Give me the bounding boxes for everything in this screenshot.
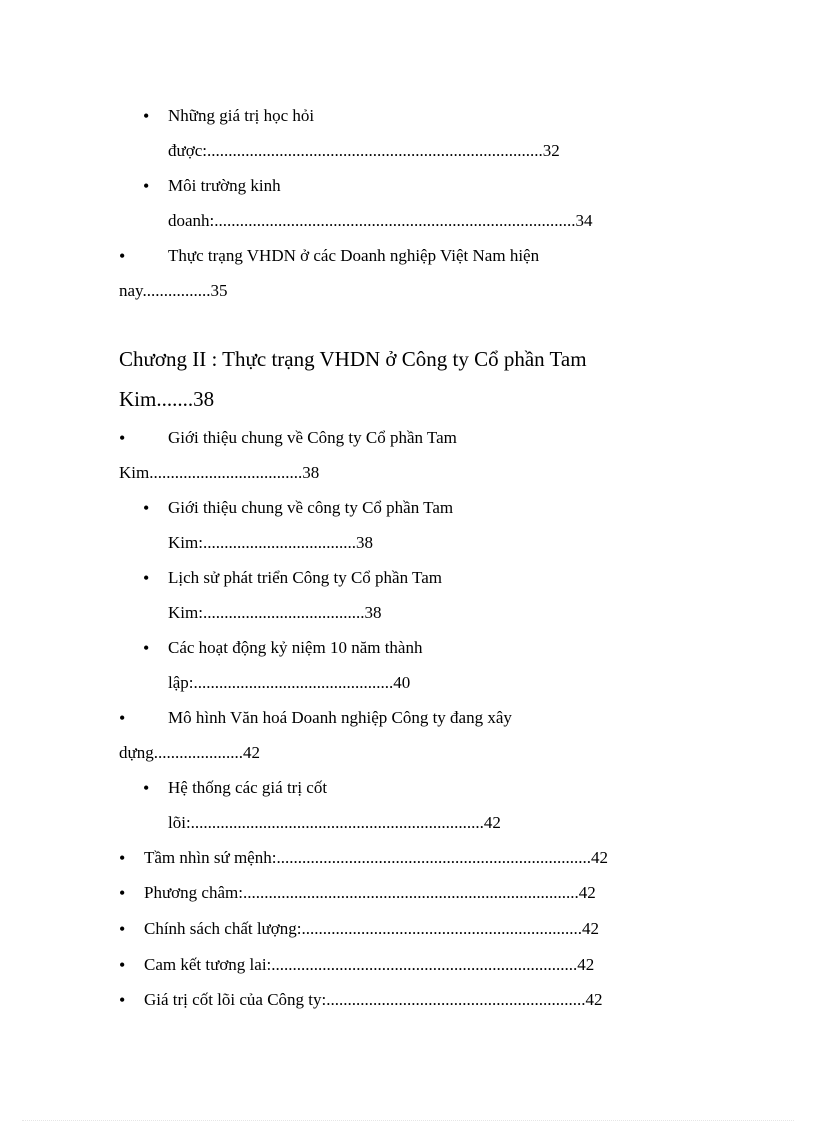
- bullet-icon: •: [119, 428, 126, 448]
- bullet-icon: •: [143, 106, 150, 126]
- toc-entry-text: Chính sách chất lượng:..................................................................42: [144, 919, 599, 938]
- chapter-heading: Chương II : Thực trạng VHDN ở Công ty Cổ phần Tam: [119, 347, 587, 371]
- toc-entry-text: Các hoạt động kỷ niệm 10 năm thành: [168, 638, 423, 657]
- bullet-icon: •: [119, 708, 126, 728]
- toc-entry-text: Cam kết tương lai:........................................................................42: [144, 955, 595, 974]
- toc-entry-continuation: lập:...............................................40: [168, 673, 411, 692]
- toc-entry-continuation: doanh:.....................................................................................34: [168, 211, 593, 230]
- bullet-icon: •: [119, 883, 126, 903]
- chapter-heading-continuation: Kim.......38: [119, 387, 215, 411]
- toc-entry-continuation: Kim:....................................38: [168, 533, 373, 552]
- bullet-icon: •: [143, 176, 150, 196]
- toc-entry-text: Hệ thống các giá trị cốt: [168, 778, 328, 797]
- toc-entry-text: Mô hình Văn hoá Doanh nghiệp Công ty đang xây: [168, 708, 512, 727]
- toc-entry-continuation: nay................35: [119, 281, 228, 300]
- toc-entry-text: Môi trường kinh: [168, 176, 281, 195]
- bullet-icon: •: [143, 568, 150, 588]
- toc-entry-text: Tầm nhìn sứ mệnh:..........................................................................42: [144, 848, 608, 867]
- bullet-icon: •: [119, 919, 126, 939]
- toc-entry-text: Giá trị cốt lõi của Công ty:.............................................................42: [144, 990, 603, 1009]
- bullet-icon: •: [119, 848, 126, 868]
- bullet-icon: •: [143, 778, 150, 798]
- page-bottom-rule: [22, 1120, 794, 1121]
- bullet-icon: •: [119, 955, 126, 975]
- bullet-icon: •: [143, 498, 150, 518]
- toc-entry-text: Giới thiệu chung về Công ty Cổ phần Tam: [168, 428, 457, 447]
- toc-entry-continuation: Kim:......................................38: [168, 603, 382, 622]
- toc-entry-text: Những giá trị học hỏi: [168, 106, 315, 125]
- toc-entry-continuation: Kim....................................38: [119, 463, 320, 482]
- toc-entry-text: Giới thiệu chung về công ty Cổ phần Tam: [168, 498, 454, 517]
- toc-entry-continuation: dựng.....................42: [119, 743, 260, 762]
- toc-entry-text: Phương châm:...............................................................................42: [144, 883, 596, 902]
- toc-entry-text: Lịch sử phát triển Công ty Cổ phần Tam: [168, 568, 443, 587]
- toc-entry-continuation: lõi:.....................................................................42: [168, 813, 501, 832]
- toc-entry-text: Thực trạng VHDN ở các Doanh nghiệp Việt Nam hiện: [168, 246, 540, 265]
- bullet-icon: •: [119, 990, 126, 1010]
- bullet-icon: •: [119, 246, 126, 266]
- toc-entry-continuation: được:...............................................................................32: [168, 141, 560, 160]
- bullet-icon: •: [143, 638, 150, 658]
